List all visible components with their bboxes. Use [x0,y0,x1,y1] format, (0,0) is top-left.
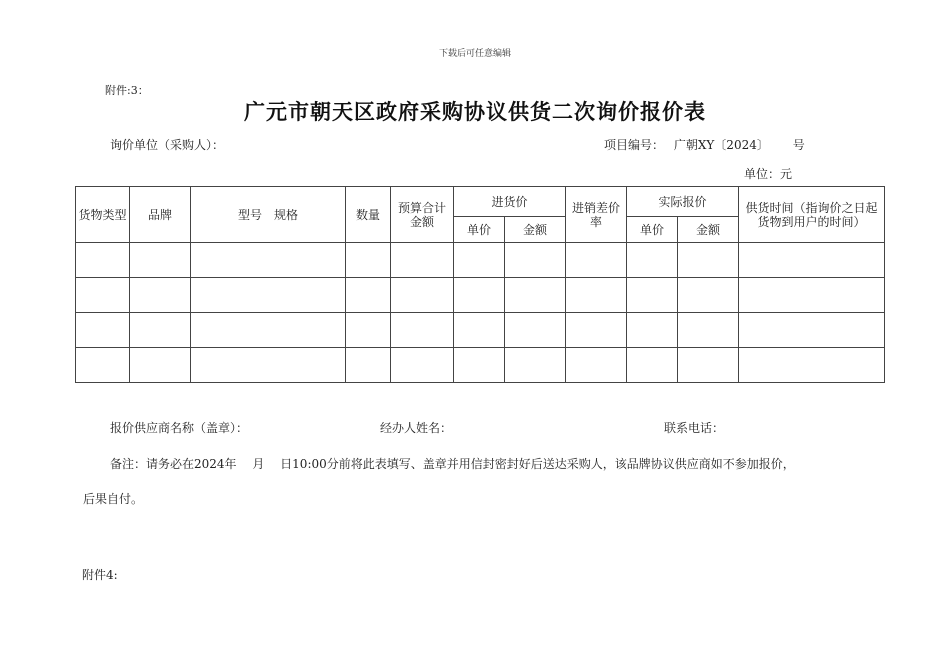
table-cell[interactable] [391,278,454,313]
table-cell[interactable] [566,313,627,348]
table-cell[interactable] [454,243,505,278]
header-note: 下载后可任意编辑 [438,49,511,59]
table-cell[interactable] [566,243,627,278]
table-cell[interactable] [391,348,454,383]
table-cell[interactable] [191,278,346,313]
table-cell[interactable] [566,348,627,383]
contact-phone-label: 联系电话： [664,421,725,435]
table-cell[interactable] [627,313,678,348]
table-row [76,243,885,278]
table-row [76,278,885,313]
attachment-3-label: 附件:3： [105,84,149,97]
table-cell[interactable] [130,278,191,313]
subheader-purchase-amount: 金额 [505,217,566,243]
remark-line-1: 备注：请务必在2024年 月 日10:00分前将此表填写、盖章并用信封密封好后送达采购人，该品牌协议供应商如不参加报价， [110,457,795,471]
table-cell[interactable] [627,348,678,383]
table-cell[interactable] [566,278,627,313]
page-title: 广元市朝天区政府采购协议供货二次询价报价表 [244,99,706,124]
project-number-suffix: 号 [792,138,805,152]
table-cell[interactable] [346,313,391,348]
table-cell[interactable] [346,243,391,278]
header-purchase-price: 进货价 [454,187,566,217]
quotation-table [75,186,885,383]
table-cell[interactable] [739,348,885,383]
supplier-name-label: 报价供应商名称（盖章）： [110,421,249,435]
table-cell[interactable] [505,243,566,278]
table-cell[interactable] [76,243,130,278]
handler-name-label: 经办人姓名： [380,421,453,435]
table-cell[interactable] [346,348,391,383]
subheader-quote-amount: 金额 [678,217,739,243]
header-brand: 品牌 [130,187,191,243]
remark-line-2: 后果自付。 [83,492,144,506]
table-cell[interactable] [346,278,391,313]
table-cell[interactable] [130,243,191,278]
table-cell[interactable] [739,278,885,313]
header-goods-type: 货物类型 [76,187,130,243]
table-cell[interactable] [627,278,678,313]
subheader-purchase-unit-price: 单价 [454,217,505,243]
table-cell[interactable] [678,243,739,278]
inquiry-unit-label: 询价单位（采购人）： [110,138,225,152]
table-row [76,348,885,383]
currency-unit-label: 单位：元 [744,167,793,181]
attachment-4-label: 附件4: [82,568,118,582]
header-actual-quote: 实际报价 [627,187,739,217]
project-number-label: 项目编号： [604,138,665,152]
table-cell[interactable] [191,243,346,278]
table-cell[interactable] [76,348,130,383]
table-cell[interactable] [678,348,739,383]
table-cell[interactable] [678,278,739,313]
table-row [76,313,885,348]
table-cell[interactable] [130,348,191,383]
project-number [604,136,811,153]
header-quantity: 数量 [346,187,391,243]
table-cell[interactable] [739,313,885,348]
table-cell[interactable] [678,313,739,348]
table-cell[interactable] [454,348,505,383]
table-cell[interactable] [391,313,454,348]
table-cell[interactable] [739,243,885,278]
header-markup-rate: 进销差价率 [566,187,627,243]
table-cell[interactable] [130,313,191,348]
table-cell[interactable] [454,278,505,313]
project-number-value: 广朝XY〔2024〕 [673,138,769,152]
subheader-quote-unit-price: 单价 [627,217,678,243]
table-cell[interactable] [391,243,454,278]
table-cell[interactable] [627,243,678,278]
header-model-spec: 型号 规格 [191,187,346,243]
header-budget-total: 预算合计金额 [391,187,454,243]
table-header-row [76,187,885,217]
table-cell[interactable] [505,313,566,348]
table-cell[interactable] [76,313,130,348]
table-cell[interactable] [76,278,130,313]
table-cell[interactable] [505,348,566,383]
table-cell[interactable] [505,278,566,313]
header-supply-time: 供货时间（指询价之日起货物到用户的时间） [739,187,885,243]
table-cell[interactable] [191,313,346,348]
table-cell[interactable] [454,313,505,348]
table-cell[interactable] [191,348,346,383]
